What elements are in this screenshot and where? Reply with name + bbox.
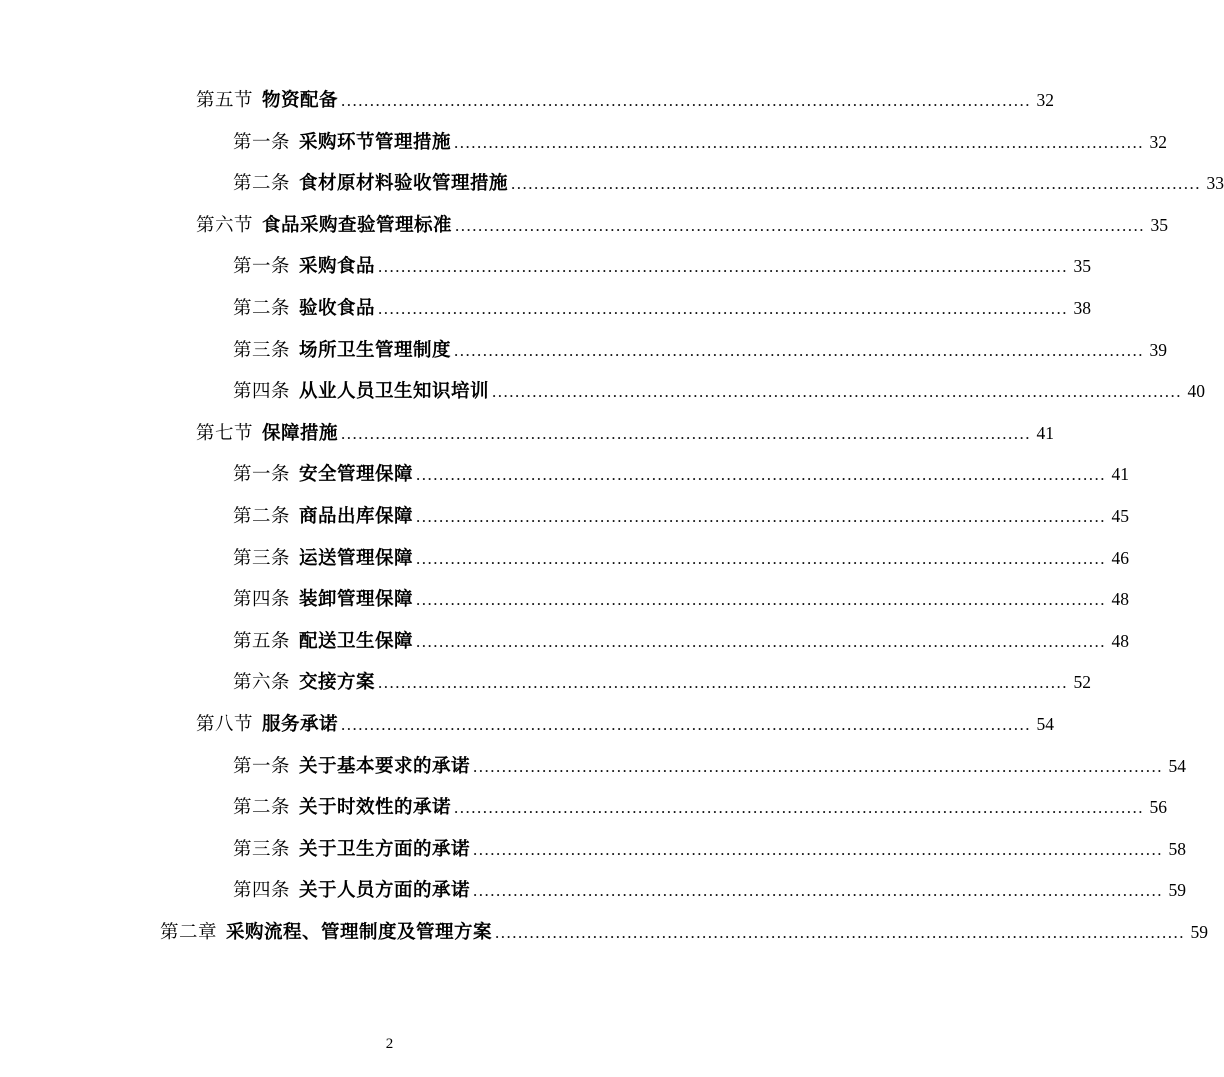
- toc-row[interactable]: [160, 755, 1187, 800]
- toc-entry-title: 采购环节管理措施: [299, 132, 452, 153]
- toc-entry-title: 从业人员卫生知识培训: [299, 382, 490, 403]
- toc-row[interactable]: [160, 838, 1187, 883]
- toc-entry-prefix: 第五条: [233, 631, 291, 652]
- toc-entry-title: 商品出库保障: [299, 506, 414, 527]
- toc-entry-title: 交接方案: [299, 673, 376, 694]
- toc-row[interactable]: [160, 339, 1168, 384]
- toc-entry-prefix: 第三条: [233, 548, 291, 569]
- toc-entry-page-number: 39: [1149, 339, 1168, 360]
- toc-entry-title: 关于卫生方面的承诺: [299, 839, 471, 860]
- toc-dot-leader: ........................................................................................................................: [416, 506, 1107, 526]
- toc-dot-leader: ........................................................................................................................: [341, 91, 1032, 110]
- toc-entry-page-number: 46: [1111, 547, 1130, 568]
- toc-entry-prefix: 第四条: [233, 382, 291, 403]
- toc-entry-prefix: 第二条: [233, 798, 291, 819]
- toc-entry-title: 关于人员方面的承诺: [299, 881, 471, 902]
- toc-entry-prefix: 第六节: [196, 215, 254, 236]
- toc-entry-title: 验收食品: [299, 298, 376, 319]
- toc-dot-leader: ........................................................................................................................: [473, 839, 1164, 859]
- toc-row[interactable]: [160, 131, 1168, 176]
- toc-entry-title: 安全管理保障: [299, 465, 414, 486]
- toc-row[interactable]: [160, 297, 1092, 342]
- toc-dot-leader: ........................................................................................................................: [416, 631, 1107, 651]
- toc-entry-prefix: 第一条: [233, 756, 291, 777]
- toc-entry-prefix: 第三条: [233, 340, 291, 361]
- toc-row[interactable]: [160, 880, 1187, 924]
- toc-entry-page-number: 35: [1150, 214, 1169, 235]
- toc-entry-title: 食材原材料验收管理措施: [299, 174, 509, 195]
- toc-entry-title: 服务承诺: [262, 714, 339, 735]
- toc-entry-title: 关于时效性的承诺: [299, 798, 452, 819]
- toc-dot-leader: ........................................................................................................................: [416, 590, 1107, 610]
- toc-dot-leader: ........................................................................................................................: [511, 174, 1202, 194]
- toc-row[interactable]: [160, 422, 1055, 467]
- toc-row[interactable]: [160, 464, 1130, 508]
- toc-entry-title: 物资配备: [262, 91, 339, 111]
- toc-row[interactable]: [160, 797, 1168, 841]
- toc-entry-prefix: 第六条: [233, 673, 291, 694]
- toc-entry-title: 采购食品: [299, 257, 376, 278]
- toc-entry-title: 场所卫生管理制度: [299, 340, 452, 361]
- toc-entry-page-number: 32: [1036, 90, 1055, 110]
- toc-entry-title: 采购流程、管理制度及管理方案: [226, 922, 493, 943]
- toc-row[interactable]: [160, 672, 1092, 716]
- toc-entry-page-number: 45: [1111, 505, 1130, 526]
- toc-entry-page-number: 33: [1206, 173, 1224, 194]
- toc-entry-page-number: 32: [1149, 131, 1168, 152]
- toc-entry-title: 保障措施: [262, 423, 339, 444]
- toc-entry-title: 装卸管理保障: [299, 590, 414, 611]
- toc-entry-prefix: 第一条: [233, 465, 291, 486]
- toc-entry-prefix: 第二条: [233, 298, 291, 319]
- toc-entry-prefix: 第二条: [233, 174, 291, 195]
- toc-entry-prefix: 第四条: [233, 881, 291, 902]
- toc-row[interactable]: [160, 256, 1092, 300]
- toc-row[interactable]: [160, 547, 1130, 592]
- toc-entry-page-number: 59: [1190, 921, 1209, 942]
- table-of-contents: [160, 90, 1224, 965]
- toc-entry-prefix: 第四条: [233, 590, 291, 611]
- toc-entry-page-number: 59: [1168, 880, 1187, 901]
- toc-dot-leader: ........................................................................................................................: [416, 548, 1107, 568]
- toc-entry-prefix: 第二条: [233, 506, 291, 527]
- toc-row[interactable]: [160, 713, 1055, 758]
- toc-row[interactable]: [160, 381, 1206, 425]
- toc-entry-prefix: 第七节: [196, 423, 254, 444]
- toc-entry-title: 配送卫生保障: [299, 631, 414, 652]
- toc-dot-leader: ........................................................................................................................: [455, 215, 1146, 235]
- toc-entry-page-number: 54: [1036, 713, 1055, 734]
- toc-entry-page-number: 56: [1149, 797, 1168, 818]
- toc-entry-page-number: 48: [1111, 589, 1130, 610]
- toc-dot-leader: ........................................................................................................................: [378, 298, 1069, 318]
- toc-dot-leader: ........................................................................................................................: [473, 881, 1164, 901]
- toc-dot-leader: ........................................................................................................................: [378, 257, 1069, 277]
- toc-entry-page-number: 52: [1073, 672, 1092, 693]
- toc-entry-page-number: 38: [1073, 297, 1092, 318]
- toc-row[interactable]: [160, 505, 1130, 550]
- toc-row[interactable]: [160, 90, 1055, 134]
- toc-row[interactable]: [160, 173, 1224, 217]
- toc-entry-page-number: 54: [1168, 755, 1187, 776]
- page-footer: [0, 1036, 761, 1053]
- toc-entry-page-number: 35: [1073, 256, 1092, 277]
- toc-dot-leader: ........................................................................................................................: [378, 673, 1069, 693]
- toc-dot-leader: ........................................................................................................................: [341, 423, 1032, 443]
- toc-dot-leader: ........................................................................................................................: [454, 132, 1145, 152]
- toc-entry-page-number: 41: [1036, 422, 1055, 443]
- toc-entry-prefix: 第一条: [233, 257, 291, 278]
- toc-entry-prefix: 第二章: [160, 922, 218, 943]
- toc-entry-page-number: 41: [1111, 464, 1130, 485]
- toc-entry-title: 运送管理保障: [299, 548, 414, 569]
- toc-entry-prefix: 第五节: [196, 91, 254, 111]
- toc-entry-prefix: 第八节: [196, 714, 254, 735]
- toc-dot-leader: ........................................................................................................................: [492, 382, 1183, 402]
- toc-row[interactable]: [160, 630, 1130, 675]
- toc-dot-leader: ........................................................................................................................: [495, 922, 1186, 942]
- footer-page-number: 2: [385, 1036, 394, 1052]
- toc-entry-prefix: 第三条: [233, 839, 291, 860]
- toc-dot-leader: ........................................................................................................................: [341, 714, 1032, 734]
- toc-row[interactable]: [160, 589, 1130, 633]
- toc-dot-leader: ........................................................................................................................: [416, 465, 1107, 485]
- toc-entry-title: 食品采购查验管理标准: [262, 215, 453, 236]
- toc-entry-page-number: 40: [1187, 381, 1206, 402]
- toc-entry-page-number: 58: [1168, 838, 1187, 859]
- toc-entry-prefix: 第一条: [233, 132, 291, 153]
- toc-entry-page-number: 48: [1111, 630, 1130, 651]
- toc-row[interactable]: [160, 214, 1169, 259]
- toc-dot-leader: ........................................................................................................................: [454, 798, 1145, 818]
- toc-dot-leader: ........................................................................................................................: [473, 756, 1164, 776]
- toc-entry-title: 关于基本要求的承诺: [299, 756, 471, 777]
- toc-row[interactable]: [160, 921, 1209, 966]
- toc-dot-leader: ........................................................................................................................: [454, 340, 1145, 360]
